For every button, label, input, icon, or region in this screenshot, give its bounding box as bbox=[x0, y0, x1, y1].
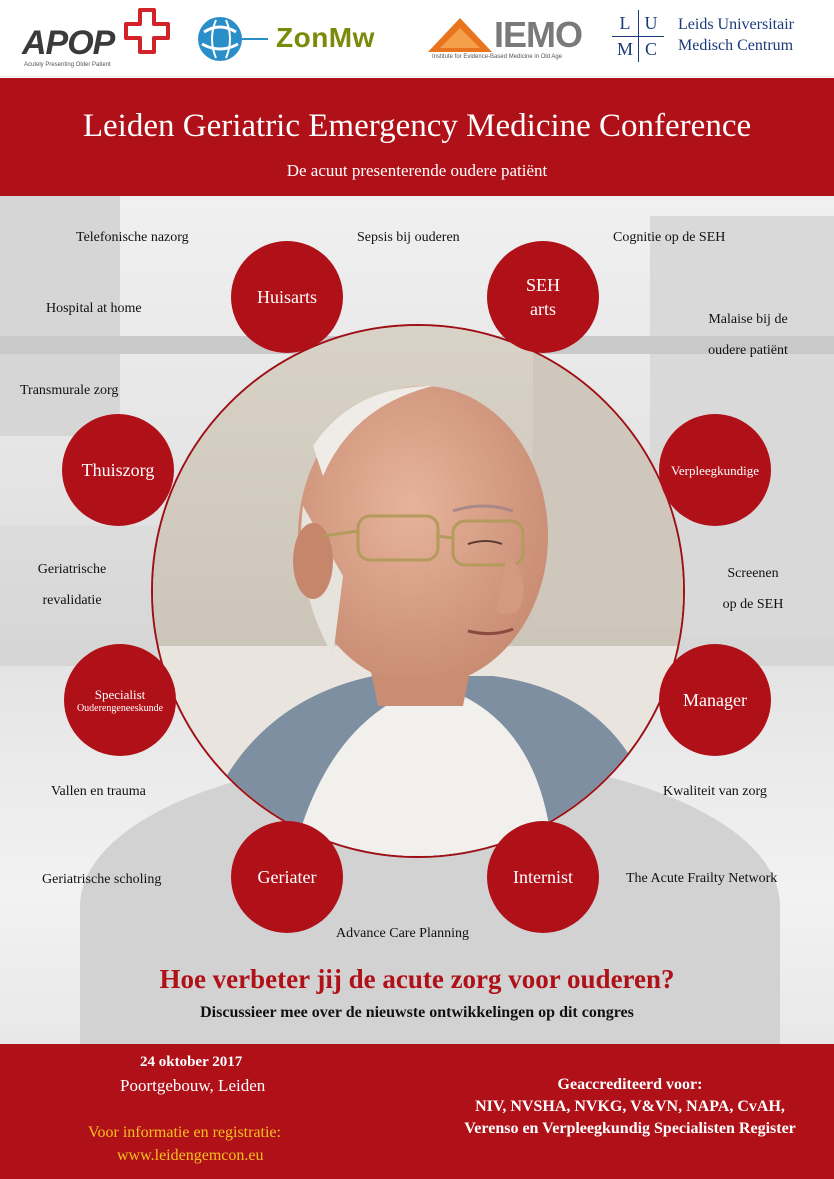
topic-advance-care-planning: Advance Care Planning bbox=[336, 926, 469, 941]
patient-portrait bbox=[151, 324, 685, 858]
patient-portrait-image bbox=[153, 326, 683, 856]
photo-area bbox=[0, 196, 834, 1044]
tagline-subtext: Discussieer mee over de nieuwste ontwikkelingen op dit congres bbox=[200, 1004, 634, 1021]
role-verpleegkundige bbox=[659, 414, 771, 526]
iemo-logo bbox=[428, 14, 596, 70]
topic-screenen bbox=[700, 558, 806, 620]
topic-line: revalidatie bbox=[42, 593, 102, 608]
topic-hospital-at-home: Hospital at home bbox=[46, 301, 142, 316]
lumc-letter: M bbox=[612, 36, 639, 62]
role-geriater bbox=[231, 821, 343, 933]
logo-strip bbox=[0, 0, 834, 77]
apop-wordmark: APOP bbox=[22, 24, 115, 62]
event-date: 24 oktober 2017 bbox=[140, 1054, 243, 1070]
role-internist bbox=[487, 821, 599, 933]
role-specialist-ouderengeneeskunde bbox=[64, 644, 176, 756]
zonmw-logo bbox=[196, 14, 406, 64]
lumc-letter: L bbox=[612, 10, 639, 37]
footer-band bbox=[0, 1044, 834, 1179]
triangle-icon bbox=[428, 18, 492, 52]
accreditation-line: Geaccrediteerd voor: bbox=[557, 1076, 703, 1093]
lumc-name-line2: Medisch Centrum bbox=[678, 37, 794, 54]
lumc-monogram bbox=[612, 10, 664, 62]
apop-tagline: Acutely Presenting Older Patient bbox=[24, 62, 111, 68]
topic-kwaliteit-van-zorg: Kwaliteit van zorg bbox=[663, 784, 767, 799]
lumc-letter: U bbox=[638, 10, 664, 37]
header-band bbox=[0, 78, 834, 196]
topic-malaise bbox=[688, 304, 808, 366]
lumc-letter: C bbox=[644, 39, 657, 59]
topic-acute-frailty-network: The Acute Frailty Network bbox=[626, 871, 778, 886]
lumc-logo bbox=[612, 10, 824, 66]
lumc-name-line1: Leids Universitair bbox=[678, 16, 794, 33]
apop-cross-icon bbox=[122, 6, 172, 56]
topic-line: Screenen bbox=[727, 566, 779, 581]
role-label: Thuiszorg bbox=[81, 460, 155, 480]
role-label: Geriater bbox=[257, 867, 317, 887]
role-label: Huisarts bbox=[257, 287, 317, 307]
topic-line: oudere patiënt bbox=[708, 343, 788, 358]
iemo-wordmark: IEMO bbox=[494, 14, 583, 55]
topic-transmurale-zorg: Transmurale zorg bbox=[20, 383, 119, 398]
registration-url[interactable]: www.leidengemcon.eu bbox=[117, 1147, 264, 1164]
topic-line: Geriatrische bbox=[37, 562, 107, 577]
role-label: Verpleegkundige bbox=[670, 462, 760, 478]
topic-geriatrische-scholing: Geriatrische scholing bbox=[42, 872, 162, 887]
role-manager bbox=[659, 644, 771, 756]
event-venue: Poortgebouw, Leiden bbox=[120, 1076, 266, 1095]
topic-line: op de SEH bbox=[722, 597, 784, 612]
apop-logo bbox=[22, 12, 182, 72]
globe-icon bbox=[196, 14, 268, 64]
role-label: SEH bbox=[525, 275, 560, 295]
role-label: Internist bbox=[513, 867, 573, 887]
conference-title: Leiden Geriatric Emergency Medicine Conference bbox=[82, 108, 752, 144]
topic-vallen-en-trauma: Vallen en trauma bbox=[51, 784, 146, 799]
accreditation bbox=[426, 1074, 834, 1140]
zonmw-wordmark: ZonMw bbox=[276, 22, 375, 53]
role-huisarts bbox=[231, 241, 343, 353]
topic-telefonische-nazorg: Telefonische nazorg bbox=[76, 230, 189, 245]
registration-info: Voor informatie en registratie: bbox=[88, 1124, 281, 1141]
role-label: Specialist bbox=[94, 686, 146, 702]
lumc-name bbox=[678, 14, 828, 56]
accreditation-line: NIV, NVSHA, NVKG, V&VN, NAPA, CvAH, bbox=[475, 1098, 785, 1115]
role-label: Manager bbox=[683, 690, 747, 710]
iemo-tagline: Institute for Evidence-Based Medicine in Old Age bbox=[432, 54, 563, 60]
role-thuiszorg bbox=[62, 414, 174, 526]
topic-line: Malaise bij de bbox=[708, 312, 788, 327]
role-label: Ouderengeneeskunde bbox=[76, 702, 164, 714]
conference-subtitle: De acuut presenterende oudere patiënt bbox=[286, 161, 548, 180]
topic-geriatrische-revalidatie bbox=[22, 554, 122, 616]
accreditation-line: Verenso en Verpleegkundig Specialisten Register bbox=[464, 1120, 796, 1137]
role-seh-arts bbox=[487, 241, 599, 353]
topic-sepsis: Sepsis bij ouderen bbox=[357, 230, 460, 245]
topic-cognitie: Cognitie op de SEH bbox=[613, 230, 726, 245]
role-label: arts bbox=[530, 299, 556, 319]
tagline-question: Hoe verbeter jij de acute zorg voor ouderen? bbox=[159, 964, 675, 994]
